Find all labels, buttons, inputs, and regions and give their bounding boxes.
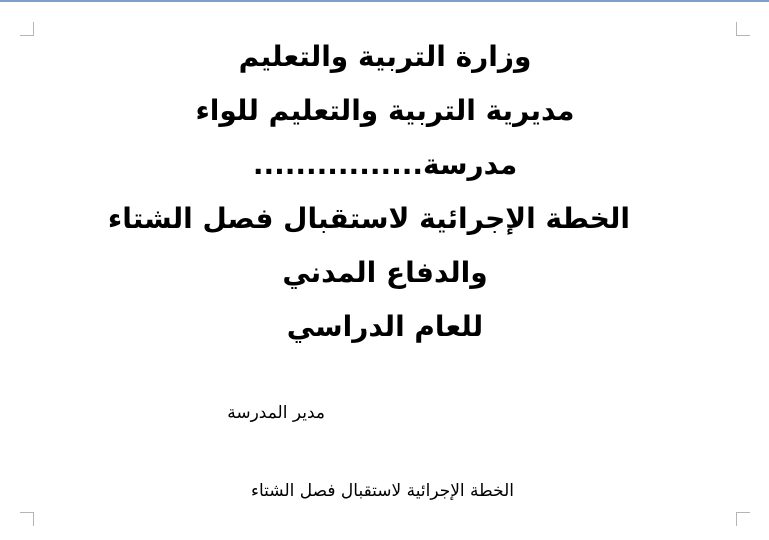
directorate-heading: مديرية التربية والتعليم للواء: [195, 94, 575, 127]
margin-corner-top-left: [20, 22, 34, 36]
margin-corner-top-right: [736, 22, 750, 36]
academic-year-line: للعام الدراسي: [286, 310, 484, 343]
margin-corner-bottom-right: [736, 512, 750, 526]
document-page: [0, 2, 769, 540]
principal-label: مدير المدرسة: [227, 403, 325, 423]
ministry-heading: وزارة التربية والتعليم: [238, 40, 532, 73]
margin-corner-bottom-left: [20, 512, 34, 526]
civil-defense-line: والدفاع المدني: [282, 256, 488, 289]
plan-title: الخطة الإجرائية لاستقبال فصل الشتاء: [107, 202, 630, 235]
footer-text: الخطة الإجرائية لاستقبال فصل الشتاء: [250, 481, 514, 501]
school-name-line: مدرسة................: [252, 148, 518, 181]
